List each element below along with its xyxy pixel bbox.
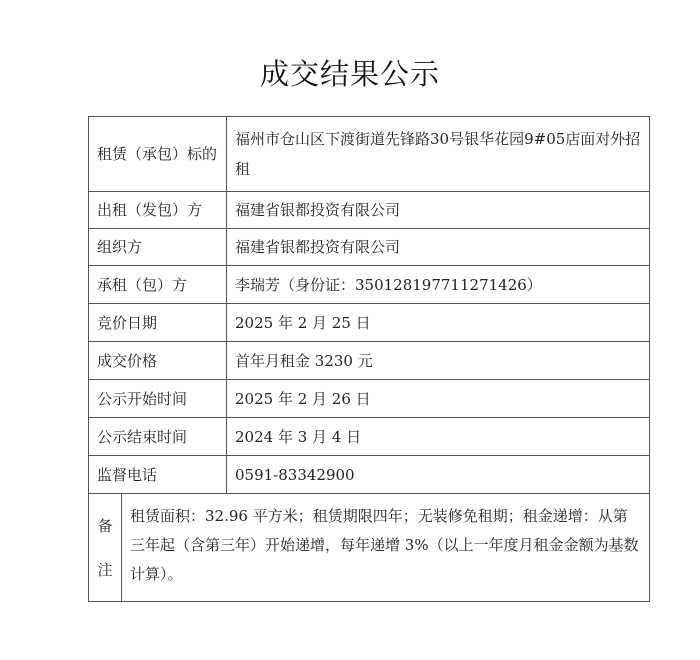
- row-label-subject: 租赁（承包）标的: [89, 117, 227, 192]
- row-label-phone: 监督电话: [89, 456, 227, 494]
- row-value-lessor: 福建省银都投资有限公司: [227, 192, 650, 229]
- row-label-notice-start: 公示开始时间: [89, 380, 227, 418]
- remark-label-bottom: 注: [97, 560, 113, 579]
- table-row: [89, 342, 650, 380]
- row-label-price: 成交价格: [89, 342, 227, 380]
- result-table: [88, 116, 650, 602]
- remark-label-top: 备: [97, 516, 113, 535]
- row-value-notice-end: 2024 年 3 月 4 日: [227, 418, 650, 456]
- table-row: [89, 266, 650, 304]
- remark-row: [89, 494, 650, 602]
- table-row: [89, 229, 650, 266]
- remark-label: [89, 494, 122, 601]
- row-value-phone: 0591-83342900: [227, 456, 650, 494]
- row-label-organizer: 组织方: [89, 229, 227, 266]
- row-value-lessee: 李瑞芳（身份证：350128197711271426）: [227, 266, 650, 304]
- table-row: [89, 117, 650, 192]
- table-row: [89, 304, 650, 342]
- row-label-notice-end: 公示结束时间: [89, 418, 227, 456]
- remark-text: 租赁面积：32.96 平方米；租赁期限四年；无装修免租期；租金递增：从第三年起（含第三年）开始递增，每年递增 3%（以上一年度月租金金额为基数计算）。: [130, 507, 639, 583]
- row-value-notice-start: 2025 年 2 月 26 日: [227, 380, 650, 418]
- row-value-organizer: 福建省银都投资有限公司: [227, 229, 650, 266]
- table-row: [89, 192, 650, 229]
- row-value-price: 首年月租金 3230 元: [227, 342, 650, 380]
- table-row: [89, 380, 650, 418]
- table-row: [89, 418, 650, 456]
- row-label-lessor: 出租（发包）方: [89, 192, 227, 229]
- row-value-subject: 福州市仓山区下渡街道先锋路30号银华花园9#05店面对外招租: [227, 117, 650, 192]
- remark-cell: [89, 494, 650, 602]
- table-row: [89, 456, 650, 494]
- row-value-auction-date: 2025 年 2 月 25 日: [227, 304, 650, 342]
- row-label-auction-date: 竞价日期: [89, 304, 227, 342]
- page-title: 成交结果公示: [259, 57, 440, 91]
- row-label-lessee: 承租（包）方: [89, 266, 227, 304]
